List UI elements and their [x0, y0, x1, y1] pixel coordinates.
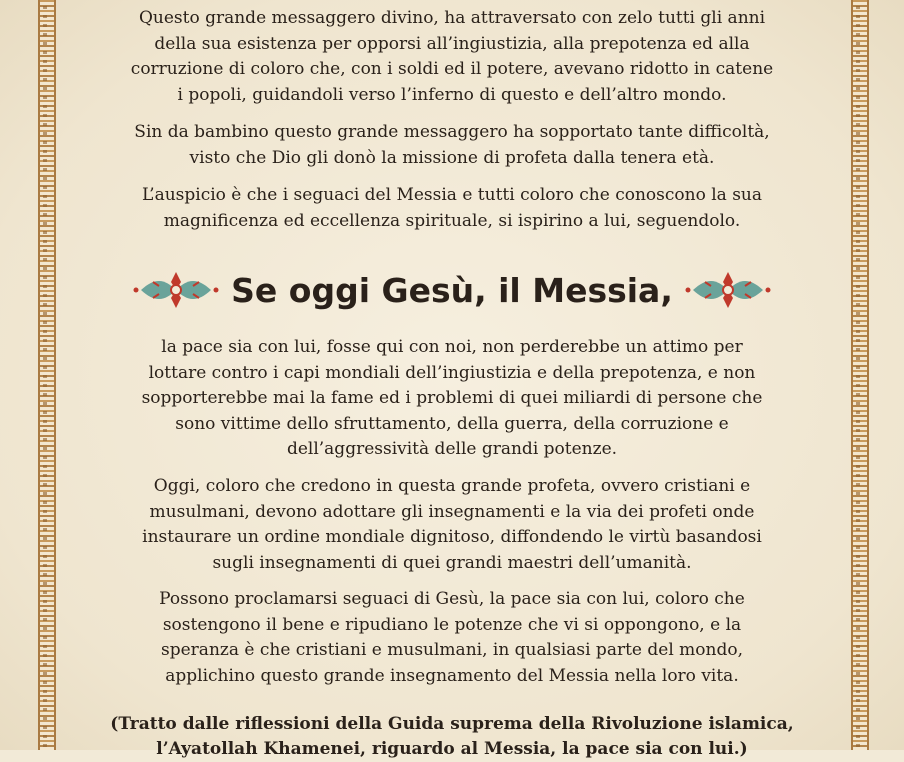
text-line: sostengono il bene e ripudiano le potenze che vi si oppongono, e la: [162, 614, 742, 635]
heading-text: Se oggi Gesù, il Messia,: [231, 270, 673, 310]
text-line: della sua esistenza per opporsi all’ingiustizia, alla prepotenza ed alla: [154, 33, 750, 54]
text-line: Possono proclamarsi seguaci di Gesù, la pace sia con lui, coloro che: [159, 589, 745, 609]
text-line: applichino questo grande insegnamento del Messia nella loro vita.: [165, 665, 739, 686]
text-line: Sin da bambino questo grande messaggero ha sopportato tante difficoltà,: [134, 122, 770, 142]
paragraph-childhood: [72, 120, 832, 171]
text-line: dell’aggressività delle grandi potenze.: [286, 439, 618, 459]
section-heading: [72, 268, 832, 312]
floral-ornament-right-icon: [683, 268, 773, 312]
text-line: sopporterebbe mai la fame ed i problemi di quei miliardi di persone che: [141, 388, 763, 408]
text-line: sono vittime dello sfruttamento, della guerra, della corruzione e: [175, 413, 729, 434]
text-line: lottare contro i capi mondiali dell’ingiustizia e della prepotenza, e non: [148, 362, 756, 383]
text-line: visto che Dio gli donò la missione di profeta dalla tenera età.: [189, 147, 715, 168]
text-line: Questo grande messaggero divino, ha attraversato con zelo tutti gli anni: [138, 8, 766, 28]
text-line: L’auspicio è che i seguaci del Messia e tutti coloro che conoscono la sua: [141, 185, 763, 205]
text-line: i popoli, guidandoli verso l’inferno di questo e dell’altro mondo.: [177, 84, 727, 105]
paragraph-messenger: [72, 6, 832, 108]
text-line: speranza è che cristiani e musulmani, in qualsiasi parte del mondo,: [161, 640, 743, 660]
paragraph-today: [72, 474, 832, 576]
paragraph-if-today: [72, 335, 832, 463]
citation-line: (Tratto dalle riflessioni della Guida suprema della Rivoluzione islamica,: [110, 714, 794, 734]
paragraph-auspice: [72, 183, 832, 234]
citation-line: l’Ayatollah Khamenei, riguardo al Messia, la pace sia con lui.): [156, 739, 748, 759]
text-line: magnificenza ed eccellenza spirituale, si ispirino a lui, seguendolo.: [163, 210, 741, 231]
source-citation: [72, 712, 832, 762]
text-line: la pace sia con lui, fosse qui con noi, non perderebbe un attimo per: [161, 337, 743, 357]
text-line: Oggi, coloro che credono in questa grande profeta, ovvero cristiani e: [153, 476, 751, 496]
text-line: musulmani, devono adottare gli insegnamenti e la via dei profeti onde: [149, 501, 755, 522]
paragraph-followers: [72, 587, 832, 689]
text-line: corruzione di coloro che, con i soldi ed il potere, avevano ridotto in catene: [130, 59, 774, 79]
document-content: [72, 0, 832, 759]
floral-ornament-left-icon: [131, 268, 221, 312]
decorative-border-right: [851, 0, 869, 750]
decorative-border-left: [38, 0, 56, 750]
text-line: instaurare un ordine mondiale dignitoso, diffondendo le virtù basandosi: [142, 527, 762, 547]
text-line: sugli insegnamenti di quei grandi maestri dell’umanità.: [212, 552, 692, 573]
